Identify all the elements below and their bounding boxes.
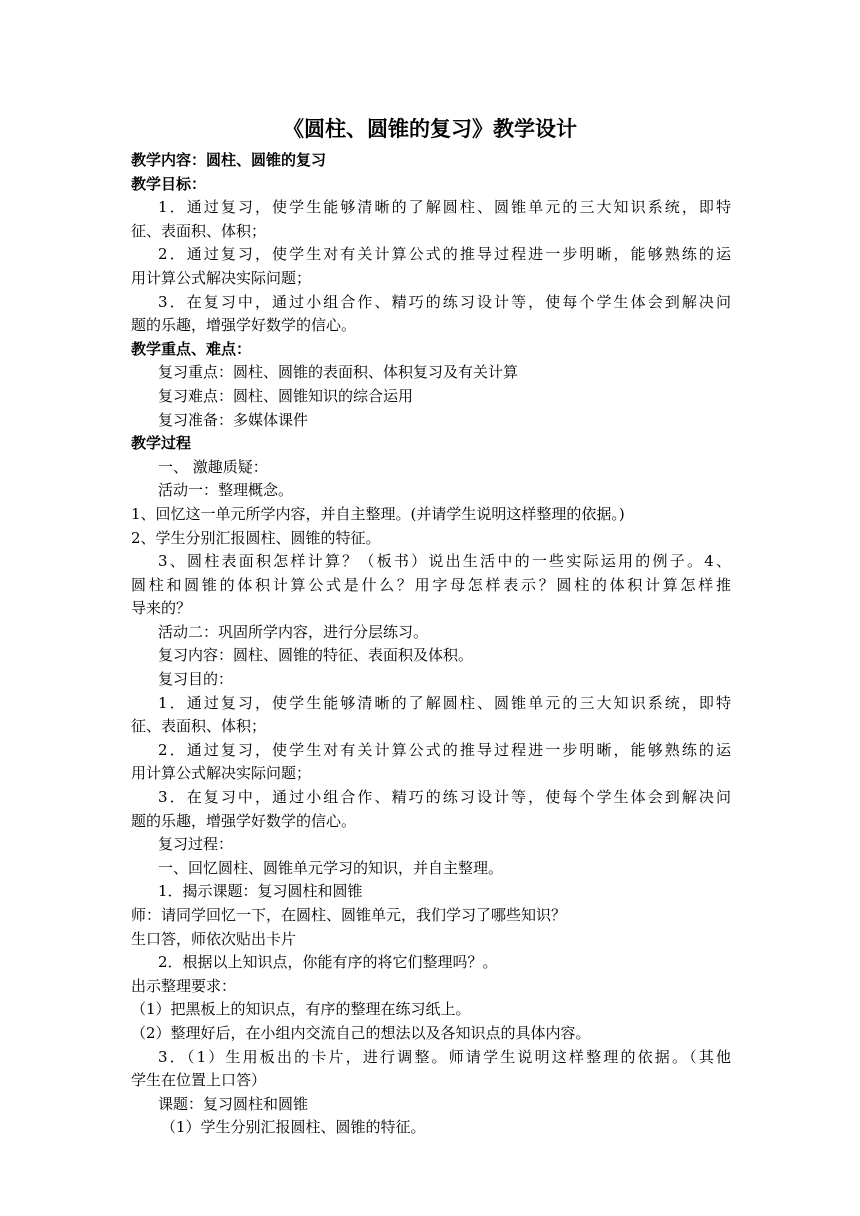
teacher-question-line: 师：请同学回忆一下，在圆柱、圆锥单元，我们学习了哪些知识？	[131, 906, 567, 924]
step-3-line-3: 导来的？	[131, 599, 192, 618]
process-step-3-line-2: 学生在位置上口答）	[131, 1071, 267, 1090]
key-points-heading: 教学重点、难点：	[131, 339, 252, 358]
purpose-2-line-1: 2．通过复习，使学生对有关计算公式的推导过程进一步明晰，能够熟练的运	[158, 740, 731, 759]
step-2-line: 2、学生分别汇报圆柱、圆锥的特征。	[131, 528, 381, 547]
document-title: 《圆柱、圆锥的复习》教学设计	[283, 116, 577, 141]
purpose-2-line-2: 用计算公式解决实际问题；	[131, 764, 312, 783]
purpose-1-line-1: 1．通过复习，使学生能够清晰的了解圆柱、圆锥单元的三大知识系统，即特	[158, 693, 731, 712]
purpose-3-line-1: 3．在复习中，通过小组合作、精巧的练习设计等，使每个学生体会到解决问	[158, 788, 731, 807]
goal-2-line-2: 用计算公式解决实际问题；	[131, 268, 312, 287]
lesson-topic-line: 课题：复习圆柱和圆锥	[158, 1094, 309, 1113]
step-3-line-2: 圆柱和圆锥的体积计算公式是什么？用字母怎样表示？圆柱的体积计算怎样推	[131, 575, 731, 594]
step-3-line-1: 3、圆柱表面积怎样计算？（板书）说出生活中的一些实际运用的例子。4、	[158, 552, 731, 571]
review-process-heading: 复习过程：	[158, 835, 234, 854]
requirement-2-line: （2）整理好后，在小组内交流自己的想法以及各知识点的具体内容。	[131, 1023, 591, 1042]
process-step-1-line: 1．揭示课题：复习圆柱和圆锥	[158, 882, 363, 901]
goal-3-line-2: 题的乐趣，增强学好数学的信心。	[131, 316, 357, 335]
goal-1-line-2: 征、表面积、体积；	[131, 221, 267, 240]
review-difficulty-line: 复习难点：圆柱、圆锥知识的综合运用	[158, 386, 414, 405]
student-answer-line: 生口答，师依次贴出卡片	[131, 929, 297, 948]
goal-3-line-1: 3．在复习中，通过小组合作、精巧的练习设计等，使每个学生体会到解决问	[158, 292, 731, 311]
step-1-line: 1、回忆这一单元所学内容，并自主整理。(并请学生说明这样整理的依据。)	[131, 504, 625, 523]
teaching-goals-heading: 教学目标：	[131, 174, 207, 193]
process-one-line: 一、回忆圆柱、圆锥单元学习的知识，并自主整理。	[158, 858, 504, 877]
review-preparation-line: 复习准备：多媒体课件	[158, 410, 309, 429]
requirement-1-line: （1）把黑板上的知识点，有序的整理在练习纸上。	[131, 1000, 471, 1019]
review-content-line: 复习内容：圆柱、圆锥的特征、表面积及体积。	[158, 646, 474, 665]
activity-two-line: 活动二：巩固所学内容，进行分层练习。	[158, 622, 429, 641]
goal-2-line-1: 2．通过复习，使学生对有关计算公式的推导过程进一步明晰，能够熟练的运	[158, 245, 731, 264]
purpose-3-line-2: 题的乐趣，增强学好数学的信心。	[131, 811, 357, 830]
goal-1-line-1: 1．通过复习，使学生能够清晰的了解圆柱、圆锥单元的三大知识系统，即特	[158, 198, 731, 217]
teaching-content-heading: 教学内容：圆柱、圆锥的复习	[131, 151, 327, 169]
process-step-2-line: 2．根据以上知识点，你能有序的将它们整理吗？。	[158, 953, 498, 972]
feature-report-line: （1）学生分别汇报圆柱、圆锥的特征。	[161, 1118, 426, 1137]
process-step-3-line-1: 3．（1）生用板出的卡片，进行调整。师请学生说明这样整理的依据。（其他	[158, 1047, 731, 1066]
purpose-1-line-2: 征、表面积、体积；	[131, 717, 267, 736]
review-purpose-heading: 复习目的：	[158, 670, 234, 689]
teaching-process-heading: 教学过程	[131, 434, 192, 453]
activity-one-line: 活动一：整理概念。	[158, 481, 294, 500]
requirements-heading: 出示整理要求：	[131, 976, 237, 995]
review-focus-line: 复习重点：圆柱、圆锥的表面积、体积复习及有关计算	[158, 363, 519, 382]
document-body	[131, 149, 731, 1140]
section-one-heading: 一、 激趣质疑：	[158, 457, 268, 476]
